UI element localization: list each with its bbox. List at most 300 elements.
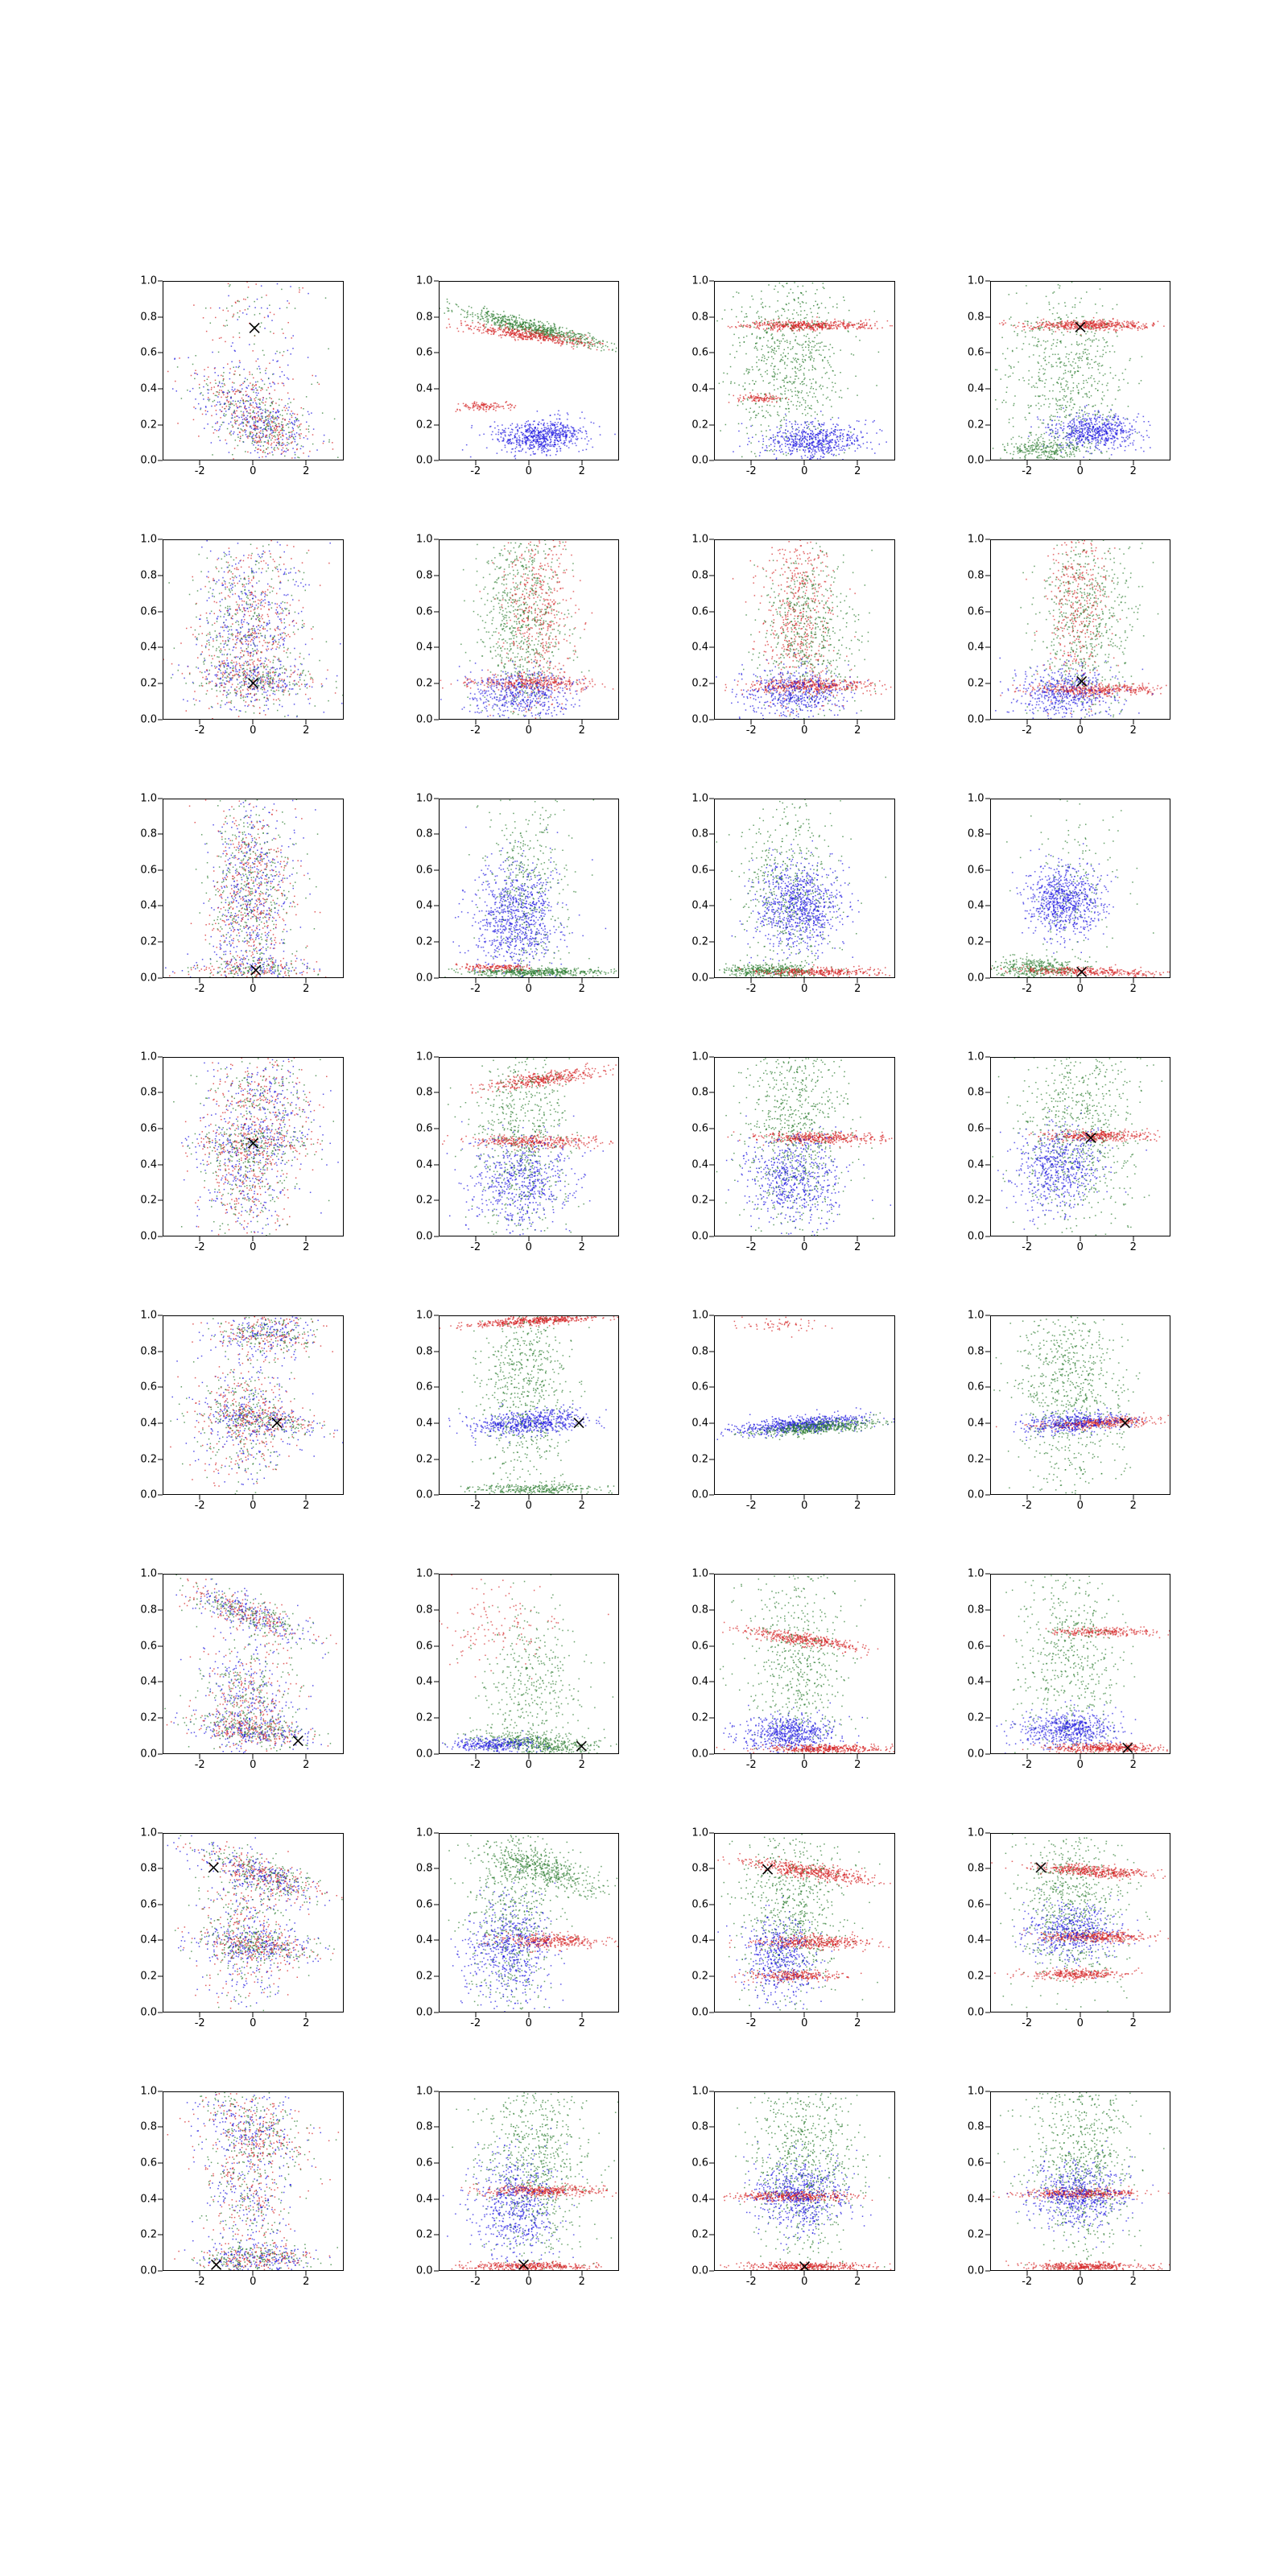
- y-tick-mark: [158, 1574, 163, 1575]
- x-tick-label: -2: [194, 1241, 205, 1253]
- y-tick-label: 0.0: [691, 972, 708, 985]
- x-tick-label: -2: [745, 2017, 757, 2029]
- plot-area: [714, 539, 895, 719]
- scatter-canvas: [991, 1316, 1170, 1494]
- x-tick-label: 0: [525, 465, 532, 478]
- y-tick-mark: [158, 1056, 163, 1057]
- y-tick-label: 0.0: [415, 1488, 433, 1501]
- y-tick-label: 0.6: [967, 2157, 985, 2169]
- y-tick-label: 0.8: [967, 1345, 985, 1358]
- y-tick-mark: [985, 611, 990, 612]
- x-tick-label: 0: [250, 465, 257, 478]
- y-tick-label: 1.0: [691, 2085, 708, 2098]
- y-tick-label: 0.2: [415, 1453, 433, 1466]
- y-tick-mark: [158, 1315, 163, 1316]
- y-tick-label: 1.0: [415, 533, 433, 546]
- x-tick-label: -2: [194, 982, 205, 995]
- x-tick-label: -2: [470, 465, 481, 478]
- y-tick-label: 1.0: [967, 792, 985, 804]
- x-tick-label: -2: [194, 724, 205, 737]
- y-tick-mark: [158, 388, 163, 389]
- y-tick-label: 0.4: [691, 2193, 708, 2206]
- y-tick-mark: [985, 834, 990, 835]
- scatter-panel-r6-c1: [397, 1827, 625, 2048]
- x-tick-mark: [306, 1495, 307, 1500]
- y-tick-mark: [434, 1315, 439, 1316]
- y-tick-label: 0.0: [140, 1488, 157, 1501]
- y-tick-mark: [158, 575, 163, 576]
- y-tick-label: 0.4: [967, 899, 985, 912]
- x-tick-mark: [751, 460, 752, 465]
- x-tick-label: 2: [1129, 1241, 1137, 1253]
- y-tick-label: 0.0: [415, 2264, 433, 2277]
- scatter-canvas: [715, 1834, 894, 2012]
- y-tick-label: 0.8: [140, 311, 157, 324]
- x-tick-label: -2: [470, 2017, 481, 2029]
- plot-area: [714, 1833, 895, 2013]
- y-tick-label: 0.4: [967, 1417, 985, 1430]
- x-tick-label: 2: [1129, 2017, 1137, 2029]
- y-tick-label: 0.0: [691, 1748, 708, 1760]
- y-tick-label: 0.4: [140, 1675, 157, 1688]
- y-tick-label: 0.4: [967, 1934, 985, 1946]
- x-tick-label: 0: [1076, 465, 1084, 478]
- y-tick-mark: [985, 719, 990, 720]
- y-tick-label: 0.2: [140, 1711, 157, 1724]
- x-tick-mark: [1026, 1754, 1027, 1759]
- scatter-canvas: [991, 1058, 1170, 1236]
- y-tick-label: 1.0: [691, 1309, 708, 1322]
- y-tick-label: 0.6: [691, 1122, 708, 1135]
- y-tick-label: 0.2: [691, 1970, 708, 1983]
- x-tick-label: -2: [470, 1241, 481, 1253]
- y-tick-label: 0.6: [415, 1898, 433, 1911]
- y-tick-mark: [434, 388, 439, 389]
- plot-area: [439, 2091, 620, 2271]
- y-tick-mark: [709, 460, 714, 461]
- y-tick-mark: [158, 1976, 163, 1977]
- y-tick-mark: [985, 1495, 990, 1496]
- y-tick-mark: [709, 1832, 714, 1833]
- x-tick-mark: [475, 720, 476, 724]
- y-tick-label: 0.8: [415, 569, 433, 582]
- y-tick-mark: [434, 281, 439, 282]
- y-tick-mark: [985, 575, 990, 576]
- y-tick-label: 0.4: [140, 2193, 157, 2206]
- y-tick-label: 0.4: [967, 1158, 985, 1171]
- y-tick-mark: [985, 2127, 990, 2128]
- y-tick-label: 0.0: [691, 713, 708, 725]
- plot-area: [439, 281, 620, 460]
- x-tick-mark: [857, 1495, 858, 1500]
- y-tick-label: 0.0: [967, 713, 985, 725]
- y-tick-mark: [709, 1315, 714, 1316]
- y-tick-label: 1.0: [691, 1567, 708, 1580]
- plot-area: [163, 1315, 344, 1495]
- y-tick-mark: [985, 1832, 990, 1833]
- x-tick-label: 0: [250, 1500, 257, 1513]
- scatter-panel-r2-c0: [121, 792, 349, 1013]
- y-tick-mark: [434, 647, 439, 648]
- y-tick-label: 0.4: [415, 1417, 433, 1430]
- y-tick-mark: [158, 1236, 163, 1237]
- y-tick-label: 0.0: [415, 1230, 433, 1243]
- x-tick-mark: [306, 1754, 307, 1759]
- x-tick-label: 2: [303, 1241, 310, 1253]
- scatter-canvas: [163, 1575, 343, 1752]
- x-tick-mark: [857, 1236, 858, 1241]
- scatter-panel-r4-c3: [948, 1309, 1176, 1530]
- scatter-panel-r5-c1: [397, 1567, 625, 1789]
- scatter-canvas: [163, 1058, 343, 1236]
- scatter-panel-r3-c0: [121, 1051, 349, 1272]
- plot-area: [163, 1833, 344, 2013]
- x-tick-mark: [1026, 978, 1027, 983]
- y-tick-label: 0.6: [967, 864, 985, 877]
- y-tick-label: 1.0: [967, 1567, 985, 1580]
- y-tick-mark: [434, 611, 439, 612]
- y-tick-label: 1.0: [140, 1051, 157, 1063]
- y-tick-label: 1.0: [415, 1567, 433, 1580]
- scatter-canvas: [991, 540, 1170, 718]
- y-tick-label: 0.6: [691, 1381, 708, 1393]
- x-tick-label: 2: [578, 982, 585, 995]
- y-tick-mark: [985, 1940, 990, 1941]
- y-tick-mark: [158, 869, 163, 870]
- scatter-panel-r2-c3: [948, 792, 1176, 1013]
- x-tick-label: -2: [470, 1500, 481, 1513]
- y-tick-label: 0.8: [967, 2120, 985, 2133]
- y-tick-label: 0.6: [140, 2157, 157, 2169]
- x-tick-label: 0: [801, 1500, 808, 1513]
- x-tick-mark: [804, 460, 805, 465]
- x-tick-label: -2: [745, 1500, 757, 1513]
- y-tick-mark: [434, 1387, 439, 1388]
- x-tick-label: 2: [578, 2017, 585, 2029]
- x-tick-label: 2: [578, 1241, 585, 1253]
- x-tick-label: 2: [303, 2276, 310, 2288]
- x-tick-mark: [528, 720, 529, 724]
- x-tick-label: -2: [194, 1758, 205, 1771]
- y-tick-label: 0.2: [140, 2228, 157, 2241]
- y-tick-mark: [434, 1609, 439, 1610]
- y-tick-mark: [158, 2012, 163, 2013]
- scatter-canvas: [715, 2092, 894, 2270]
- y-tick-mark: [985, 1717, 990, 1718]
- y-tick-mark: [709, 869, 714, 870]
- y-tick-mark: [709, 1574, 714, 1575]
- y-tick-mark: [434, 1940, 439, 1941]
- x-tick-mark: [1026, 2013, 1027, 2017]
- plot-area: [163, 1574, 344, 1753]
- y-tick-mark: [158, 647, 163, 648]
- y-tick-label: 1.0: [140, 1309, 157, 1322]
- y-tick-label: 0.0: [967, 2264, 985, 2277]
- x-tick-label: 0: [525, 2276, 532, 2288]
- y-tick-mark: [434, 2012, 439, 2013]
- y-tick-mark: [709, 1056, 714, 1057]
- y-tick-mark: [709, 388, 714, 389]
- scatter-panel-r6-c3: [948, 1827, 1176, 2048]
- x-tick-label: 0: [250, 724, 257, 737]
- y-tick-mark: [158, 1495, 163, 1496]
- y-tick-mark: [434, 1976, 439, 1977]
- x-tick-mark: [857, 978, 858, 983]
- y-tick-mark: [158, 1868, 163, 1869]
- x-tick-mark: [253, 460, 254, 465]
- x-tick-label: 2: [578, 2276, 585, 2288]
- y-tick-mark: [434, 539, 439, 540]
- x-tick-label: 2: [578, 1758, 585, 1771]
- x-tick-mark: [581, 2271, 582, 2276]
- y-tick-mark: [434, 719, 439, 720]
- y-tick-label: 1.0: [691, 275, 708, 287]
- scatter-canvas: [440, 1316, 619, 1494]
- x-tick-label: 2: [1129, 1758, 1137, 1771]
- x-tick-label: -2: [470, 1758, 481, 1771]
- x-tick-mark: [751, 1754, 752, 1759]
- x-tick-mark: [253, 2271, 254, 2276]
- y-tick-label: 1.0: [140, 1827, 157, 1839]
- y-tick-mark: [709, 1495, 714, 1496]
- y-tick-mark: [985, 869, 990, 870]
- y-tick-label: 0.8: [691, 1862, 708, 1875]
- y-tick-mark: [709, 1645, 714, 1646]
- y-tick-label: 0.4: [140, 1417, 157, 1430]
- x-tick-mark: [475, 2271, 476, 2276]
- y-tick-mark: [709, 281, 714, 282]
- x-tick-mark: [528, 2013, 529, 2017]
- y-tick-label: 0.4: [967, 641, 985, 654]
- y-tick-label: 0.2: [967, 1711, 985, 1724]
- x-tick-label: 2: [854, 1241, 861, 1253]
- x-tick-label: 2: [854, 1500, 861, 1513]
- y-tick-mark: [158, 1387, 163, 1388]
- y-tick-mark: [709, 1387, 714, 1388]
- x-tick-label: 0: [250, 1758, 257, 1771]
- y-tick-label: 0.8: [967, 1604, 985, 1616]
- x-tick-mark: [804, 1236, 805, 1241]
- plot-area: [439, 1833, 620, 2013]
- y-tick-mark: [985, 1904, 990, 1905]
- y-tick-label: 0.6: [415, 1640, 433, 1653]
- y-tick-label: 0.4: [691, 641, 708, 654]
- x-tick-label: 0: [525, 724, 532, 737]
- y-tick-mark: [158, 316, 163, 317]
- y-tick-mark: [709, 2198, 714, 2199]
- y-tick-mark: [709, 1092, 714, 1093]
- x-tick-label: -2: [1022, 2017, 1033, 2029]
- x-tick-label: 0: [801, 2276, 808, 2288]
- x-tick-label: 2: [1129, 724, 1137, 737]
- y-tick-label: 0.0: [967, 2006, 985, 2019]
- x-tick-mark: [475, 1236, 476, 1241]
- x-tick-label: 0: [801, 1241, 808, 1253]
- y-tick-label: 0.2: [691, 1453, 708, 1466]
- y-tick-label: 0.6: [691, 864, 708, 877]
- x-tick-mark: [751, 978, 752, 983]
- y-tick-label: 1.0: [967, 2085, 985, 2098]
- y-tick-mark: [709, 1940, 714, 1941]
- y-tick-mark: [709, 1351, 714, 1352]
- y-tick-label: 0.6: [691, 1640, 708, 1653]
- x-tick-mark: [528, 460, 529, 465]
- y-tick-label: 0.2: [140, 419, 157, 431]
- scatter-panel-r4-c0: [121, 1309, 349, 1530]
- y-tick-mark: [985, 977, 990, 978]
- plot-area: [439, 1315, 620, 1495]
- y-tick-label: 0.0: [415, 2006, 433, 2019]
- x-tick-mark: [804, 1754, 805, 1759]
- x-tick-label: 2: [1129, 2276, 1137, 2288]
- y-tick-mark: [434, 1200, 439, 1201]
- plot-area: [714, 1057, 895, 1236]
- x-tick-mark: [306, 978, 307, 983]
- scatter-panel-r3-c1: [397, 1051, 625, 1272]
- y-tick-label: 0.0: [415, 454, 433, 467]
- y-tick-label: 0.4: [140, 382, 157, 395]
- x-tick-mark: [804, 720, 805, 724]
- y-tick-mark: [985, 281, 990, 282]
- y-tick-label: 0.6: [415, 605, 433, 618]
- y-tick-mark: [434, 424, 439, 425]
- y-tick-label: 1.0: [967, 533, 985, 546]
- y-tick-mark: [709, 2271, 714, 2272]
- y-tick-mark: [709, 1904, 714, 1905]
- y-tick-label: 0.4: [140, 641, 157, 654]
- x-tick-mark: [475, 978, 476, 983]
- x-tick-mark: [253, 720, 254, 724]
- y-tick-label: 0.4: [415, 899, 433, 912]
- y-tick-mark: [158, 1832, 163, 1833]
- y-tick-label: 1.0: [967, 1309, 985, 1322]
- y-tick-label: 0.0: [140, 454, 157, 467]
- y-tick-mark: [709, 798, 714, 799]
- y-tick-mark: [985, 388, 990, 389]
- y-tick-label: 0.6: [415, 864, 433, 877]
- x-tick-label: 0: [801, 465, 808, 478]
- x-tick-label: 0: [801, 724, 808, 737]
- scatter-canvas: [991, 2092, 1170, 2270]
- y-tick-mark: [985, 1609, 990, 1610]
- y-tick-mark: [158, 1164, 163, 1165]
- y-tick-label: 0.8: [691, 1345, 708, 1358]
- y-tick-label: 0.4: [967, 2193, 985, 2206]
- y-tick-label: 0.4: [691, 1675, 708, 1688]
- y-tick-mark: [709, 1200, 714, 1201]
- y-tick-mark: [434, 869, 439, 870]
- y-tick-label: 0.6: [140, 1898, 157, 1911]
- y-tick-label: 0.0: [140, 1748, 157, 1760]
- scatter-canvas: [163, 1316, 343, 1494]
- y-tick-mark: [434, 1832, 439, 1833]
- scatter-panel-r6-c2: [672, 1827, 900, 2048]
- plot-area: [990, 1833, 1171, 2013]
- scatter-canvas: [715, 540, 894, 718]
- y-tick-mark: [158, 424, 163, 425]
- y-tick-label: 0.4: [691, 899, 708, 912]
- y-tick-label: 0.2: [415, 935, 433, 948]
- y-tick-mark: [434, 1753, 439, 1754]
- y-tick-label: 0.6: [691, 346, 708, 359]
- x-tick-label: 2: [1129, 1500, 1137, 1513]
- y-tick-mark: [985, 1387, 990, 1388]
- y-tick-mark: [158, 1753, 163, 1754]
- y-tick-label: 1.0: [967, 1051, 985, 1063]
- y-tick-mark: [985, 539, 990, 540]
- y-tick-mark: [434, 834, 439, 835]
- plot-area: [714, 1574, 895, 1753]
- x-tick-label: -2: [1022, 1500, 1033, 1513]
- y-tick-mark: [158, 460, 163, 461]
- x-tick-label: 0: [801, 2017, 808, 2029]
- x-tick-label: 2: [303, 1758, 310, 1771]
- y-tick-mark: [985, 1868, 990, 1869]
- y-tick-mark: [709, 719, 714, 720]
- y-tick-mark: [709, 424, 714, 425]
- plot-area: [439, 1574, 620, 1753]
- scatter-canvas: [991, 282, 1170, 460]
- y-tick-label: 0.8: [691, 569, 708, 582]
- y-tick-label: 1.0: [691, 1827, 708, 1839]
- y-tick-label: 0.2: [967, 1194, 985, 1207]
- x-tick-label: 2: [303, 1500, 310, 1513]
- y-tick-label: 0.6: [140, 1122, 157, 1135]
- y-tick-mark: [158, 1940, 163, 1941]
- y-tick-label: 1.0: [140, 1567, 157, 1580]
- y-tick-label: 0.0: [967, 1748, 985, 1760]
- y-tick-label: 0.8: [140, 569, 157, 582]
- plot-area: [439, 539, 620, 719]
- y-tick-label: 0.4: [691, 382, 708, 395]
- y-tick-label: 0.8: [691, 828, 708, 840]
- x-tick-label: 0: [1076, 982, 1084, 995]
- x-tick-mark: [581, 720, 582, 724]
- y-tick-label: 0.4: [967, 1675, 985, 1688]
- plot-area: [990, 1057, 1171, 1236]
- x-tick-mark: [581, 978, 582, 983]
- x-tick-mark: [857, 1754, 858, 1759]
- y-tick-label: 0.8: [415, 1604, 433, 1616]
- y-tick-label: 0.0: [691, 2006, 708, 2019]
- y-tick-label: 0.8: [415, 2120, 433, 2133]
- x-tick-mark: [306, 2271, 307, 2276]
- y-tick-label: 0.0: [691, 1488, 708, 1501]
- y-tick-mark: [709, 539, 714, 540]
- y-tick-label: 1.0: [415, 275, 433, 287]
- scatter-canvas: [715, 1058, 894, 1236]
- scatter-panel-r7-c0: [121, 2085, 349, 2306]
- y-tick-mark: [985, 2271, 990, 2272]
- x-tick-label: -2: [194, 2017, 205, 2029]
- y-tick-label: 1.0: [691, 533, 708, 546]
- x-tick-mark: [751, 2271, 752, 2276]
- y-tick-label: 0.6: [967, 346, 985, 359]
- scatter-canvas: [440, 2092, 619, 2270]
- x-tick-label: -2: [745, 1758, 757, 1771]
- y-tick-label: 0.0: [415, 713, 433, 725]
- scatter-canvas: [715, 282, 894, 460]
- y-tick-mark: [158, 798, 163, 799]
- y-tick-label: 0.8: [967, 311, 985, 324]
- y-tick-label: 0.0: [967, 1488, 985, 1501]
- scatter-matrix-grid: [121, 275, 1175, 2306]
- x-tick-label: -2: [194, 1500, 205, 1513]
- x-tick-label: 0: [801, 1758, 808, 1771]
- x-tick-label: 2: [578, 465, 585, 478]
- y-tick-mark: [709, 1609, 714, 1610]
- x-tick-label: 0: [1076, 724, 1084, 737]
